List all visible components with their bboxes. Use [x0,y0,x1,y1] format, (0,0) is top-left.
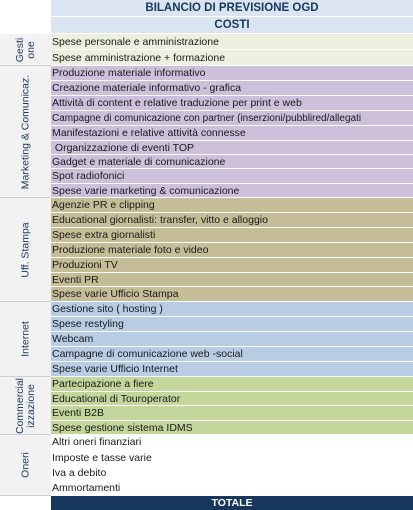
table-subtitle: COSTI [51,17,413,34]
table-row [51,450,413,466]
row-label: Organizzazione di eventi TOP [52,141,195,154]
section-label-gestione [0,34,51,66]
table-row [51,184,413,198]
table-row [51,287,413,302]
total-spacer [0,496,51,510]
section-label-text: Internet [19,321,31,357]
row-label: Eventi B2B [52,407,104,419]
table-row [51,228,413,243]
section-label-ufficio-stampa [0,198,51,302]
table-row [51,213,413,228]
row-label: Spese varie marketing & comunicazione [52,184,240,197]
row-label: Spese extra giornalisti [52,229,156,241]
table-row [51,34,413,50]
row-label: Partecipazione a fiere [52,378,154,390]
table-row [51,362,413,377]
table-row [51,126,413,141]
table-row [51,406,413,421]
row-label: Spese amministrazione + formazione [52,51,226,64]
section-label-text: Oneri [19,452,31,478]
section-label-marketing [0,66,51,198]
table-title: BILANCIO DI PREVISIONE OGD [51,0,413,17]
row-label: Produzione materiale foto e video [52,244,209,256]
row-label: Webcam [52,333,94,345]
row-label: Attività di content e relative traduzione per print e web [52,97,302,109]
row-label: Gestione sito ( hosting ) [52,303,163,315]
table-row [51,421,413,435]
section-label-text: Uff. Stampa [19,221,31,278]
row-label: Altri oneri finanziari [52,436,142,448]
table-row [51,377,413,392]
table-row [51,347,413,362]
table-row [51,81,413,96]
table-row [51,111,413,126]
table-row [51,66,413,81]
table-row [51,96,413,111]
table-row [51,273,413,287]
row-label: Spese gestione sistema IDMS [52,421,193,434]
row-label: Agenzie PR e clipping [52,199,155,211]
row-label: Creazione materiale informativo - grafica [52,82,242,94]
table-row [51,141,413,155]
table-row [51,392,413,406]
total-row: TOTALE [51,496,413,510]
table-row [51,332,413,347]
row-label: Produzione materiale informativo [52,67,206,79]
row-label: Produzioni TV [52,259,118,271]
section-label-oneri [0,435,51,496]
row-label: Iva a debito [52,467,107,479]
row-label: Spese restyling [52,318,124,330]
row-label: Manifestazioni e relative attività connesse [52,127,246,139]
row-label: Gadget e materiale di comunicazione [52,155,226,168]
table-row [51,169,413,184]
section-label-text: Gesti one [13,37,37,62]
table-row [51,155,413,169]
table-row [51,435,413,450]
table-row [51,50,413,66]
row-label: Spese personale e amministrazione [52,35,219,48]
table-row [51,302,413,317]
table-row [51,481,413,496]
row-label: Campagne di comunicazione web -social [52,348,243,360]
table-row [51,317,413,332]
row-label: Spot radiofonici [52,170,125,182]
row-label: Campagne di comunicazione con partner (inserzioni/pubblired/allegati [52,112,362,124]
section-label-commercializzazione [0,377,51,435]
row-label: Educational giornalisti: transfer, vitto e alloggio [52,214,268,226]
section-label-text: Marketing & Comunicaz. [19,74,31,189]
row-label: Spese varie Ufficio Internet [52,363,178,375]
row-label: Imposte e tasse varie [52,451,152,464]
section-label-internet [0,302,51,377]
table-row [51,466,413,481]
row-label: Ammortamenti [52,482,121,494]
table-row [51,198,413,213]
section-label-text: Commercial izzazione [13,377,37,434]
table-row [51,243,413,258]
table-row [51,258,413,273]
row-label: Educational di Touroperator [52,392,181,405]
row-label: Spese varie Ufficio Stampa [52,288,179,300]
row-label: Eventi PR [52,273,99,286]
